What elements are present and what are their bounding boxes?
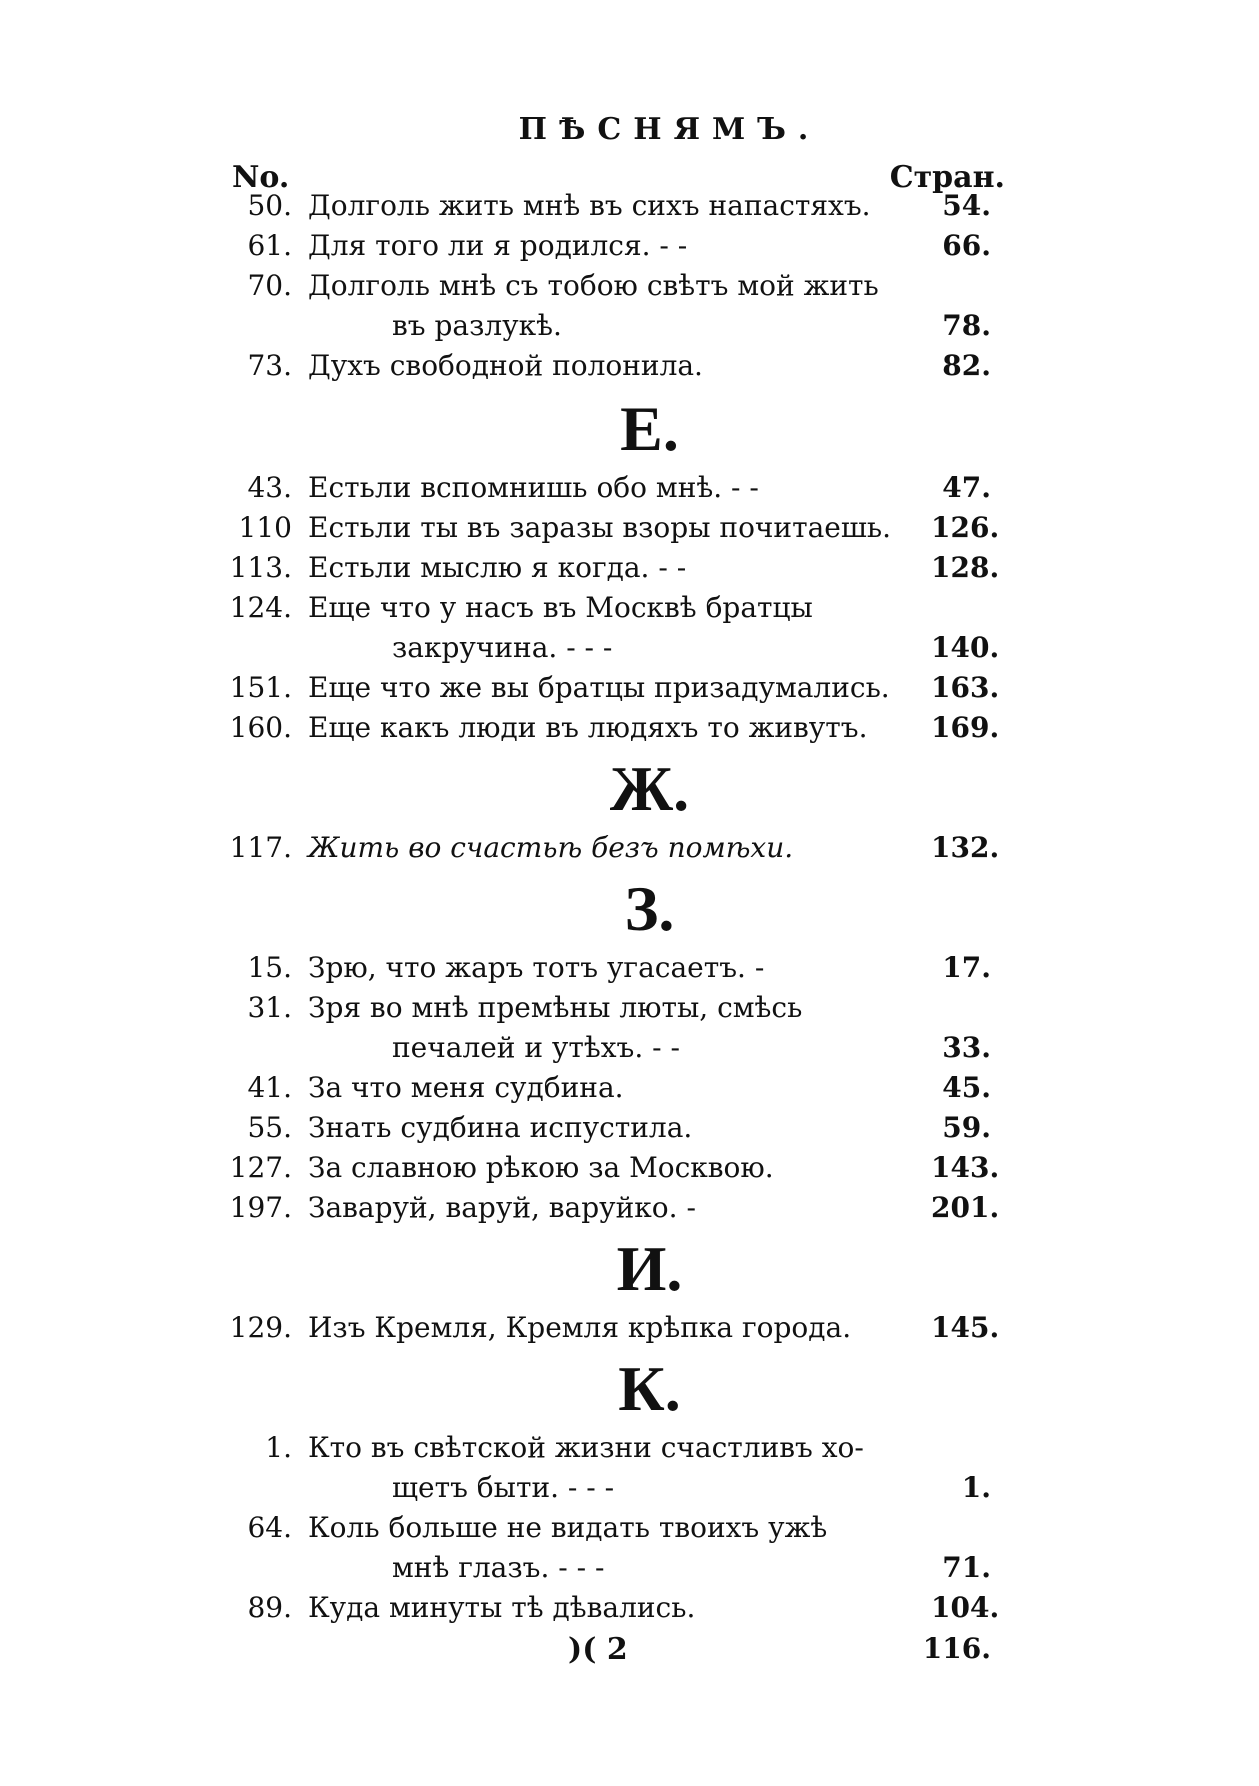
entry-title-continuation: мнѣ глазъ. - - -	[392, 1551, 605, 1584]
entry-page: 71.	[942, 1551, 991, 1584]
column-header-number: No.	[232, 160, 290, 195]
entry-number: 55.	[247, 1111, 292, 1144]
section-letter-e: Е.	[620, 393, 679, 464]
entry-title: Естьли мыслю я когда. - -	[308, 551, 687, 584]
index-entry	[0, 1428, 1259, 1468]
index-entry	[0, 988, 1259, 1028]
entry-page: 47.	[942, 471, 991, 504]
entry-number: 127.	[229, 1151, 292, 1184]
index-entry	[0, 1588, 1259, 1628]
column-header-page: Стран.	[889, 160, 1005, 195]
entry-title: Естьли вспомнишь обо мнѣ. - -	[308, 471, 759, 504]
index-entry	[0, 1148, 1259, 1188]
entry-page: 145.	[931, 1311, 1000, 1344]
entry-page: 128.	[931, 551, 1000, 584]
entry-title: Долголь жить мнѣ въ сихъ напастяхъ.	[308, 189, 871, 222]
entry-title: Заваруй, варуй, варуйко. -	[308, 1191, 696, 1224]
index-entry	[0, 708, 1259, 748]
entry-number: 117.	[229, 831, 292, 864]
index-entry	[0, 1188, 1259, 1228]
index-entry	[0, 668, 1259, 708]
entry-page: 143.	[931, 1151, 1000, 1184]
entry-number: 197.	[229, 1191, 292, 1224]
entry-number: 1.	[265, 1431, 292, 1464]
entry-number: 124.	[229, 591, 292, 624]
entry-page: 104.	[931, 1591, 1000, 1624]
entry-page: 140.	[931, 631, 1000, 664]
index-entry	[0, 1068, 1259, 1108]
entry-title: Зря во мнѣ премѣны люты, смѣсь	[308, 991, 803, 1024]
entry-page: 17.	[942, 951, 991, 984]
index-entry-continuation	[0, 1028, 1259, 1068]
entry-number: 89.	[247, 1591, 292, 1624]
entry-number: 61.	[247, 229, 292, 262]
entry-number: 151.	[229, 671, 292, 704]
entry-page: 132.	[931, 831, 1000, 864]
index-entry	[0, 508, 1259, 548]
entry-title: Долголь мнѣ съ тобою свѣтъ мой жить	[308, 269, 879, 302]
entry-number: 15.	[247, 951, 292, 984]
entry-title: Еще какъ люди въ людяхъ то живутъ.	[308, 711, 868, 744]
index-entry-continuation	[0, 1548, 1259, 1588]
index-entry	[0, 1308, 1259, 1348]
index-entry-continuation	[0, 1468, 1259, 1508]
index-entry	[0, 948, 1259, 988]
entry-title: Зрю, что жаръ тотъ угасаетъ. -	[308, 951, 765, 984]
index-entry	[0, 1108, 1259, 1148]
entry-number: 73.	[247, 349, 292, 382]
section-letter-z: З.	[624, 873, 675, 944]
entry-title-continuation: печалей и утѣхъ. - -	[392, 1031, 680, 1064]
entry-page: 1.	[961, 1471, 991, 1504]
entry-number: 160.	[229, 711, 292, 744]
entry-title-continuation: щетъ быти. - - -	[392, 1471, 615, 1504]
entry-title: За что меня судбина.	[308, 1071, 624, 1104]
index-entry	[0, 548, 1259, 588]
entry-page: 126.	[931, 511, 1000, 544]
index-entry	[0, 346, 1259, 386]
entry-title: Еще что у насъ въ Москвѣ братцы	[308, 591, 813, 624]
entry-number: 43.	[247, 471, 292, 504]
index-entry-continuation	[0, 628, 1259, 668]
entry-page: 163.	[931, 671, 1000, 704]
running-head: ПѢСНЯМЪ.	[518, 112, 821, 147]
entry-number: 50.	[247, 189, 292, 222]
entry-title: Куда минуты тѣ дѣвались.	[308, 1591, 696, 1624]
entry-title: Для того ли я родился. - -	[308, 229, 688, 262]
entry-number: 70.	[247, 269, 292, 302]
entry-number: 129.	[229, 1311, 292, 1344]
entry-title: Жить во счастьѣ безъ помѣхи.	[308, 831, 794, 864]
section-letter-zh: Ж.	[609, 753, 690, 824]
entry-number: 41.	[247, 1071, 292, 1104]
index-entry	[0, 468, 1259, 508]
entry-title: Естьли ты въ заразы взоры почитаешь.	[308, 511, 892, 544]
entry-page: 59.	[942, 1111, 991, 1144]
entry-title: Кто въ свѣтской жизни счастливъ хо-	[308, 1431, 864, 1464]
entry-page: 169.	[931, 711, 1000, 744]
index-entry	[0, 186, 1259, 226]
entry-page: 78.	[942, 309, 991, 342]
entry-page: 201.	[931, 1191, 1000, 1224]
entry-title-continuation: въ разлукѣ.	[392, 309, 562, 342]
entry-number: 31.	[247, 991, 292, 1024]
entry-title: Знать судбина испустила.	[308, 1111, 693, 1144]
entry-page: 54.	[942, 189, 991, 222]
entry-page: 82.	[942, 349, 991, 382]
catchword: 116.	[922, 1632, 991, 1665]
index-entry	[0, 828, 1259, 868]
section-letter-k: К.	[618, 1353, 681, 1424]
entry-page: 66.	[942, 229, 991, 262]
entry-title: За славною рѣкою за Москвою.	[308, 1151, 774, 1184]
index-entry	[0, 588, 1259, 628]
index-entry-continuation	[0, 306, 1259, 346]
entry-number: 113.	[229, 551, 292, 584]
index-entry	[0, 226, 1259, 266]
entry-page: 33.	[942, 1031, 991, 1064]
entry-number: 110	[238, 511, 292, 544]
entry-title: Еще что же вы братцы призадумались.	[308, 671, 890, 704]
entry-title: Коль больше не видать твоихъ ужѣ	[308, 1511, 828, 1544]
entry-page: 45.	[942, 1071, 991, 1104]
signature-mark: )( 2	[568, 1632, 628, 1667]
entry-number: 64.	[247, 1511, 292, 1544]
entry-title: Духъ свободной полонила.	[308, 349, 703, 382]
entry-title: Изъ Кремля, Кремля крѣпка города.	[308, 1311, 852, 1344]
entry-title-continuation: закручина. - - -	[392, 631, 613, 664]
index-entry	[0, 1508, 1259, 1548]
index-entry	[0, 266, 1259, 306]
section-letter-i: И.	[616, 1233, 683, 1304]
